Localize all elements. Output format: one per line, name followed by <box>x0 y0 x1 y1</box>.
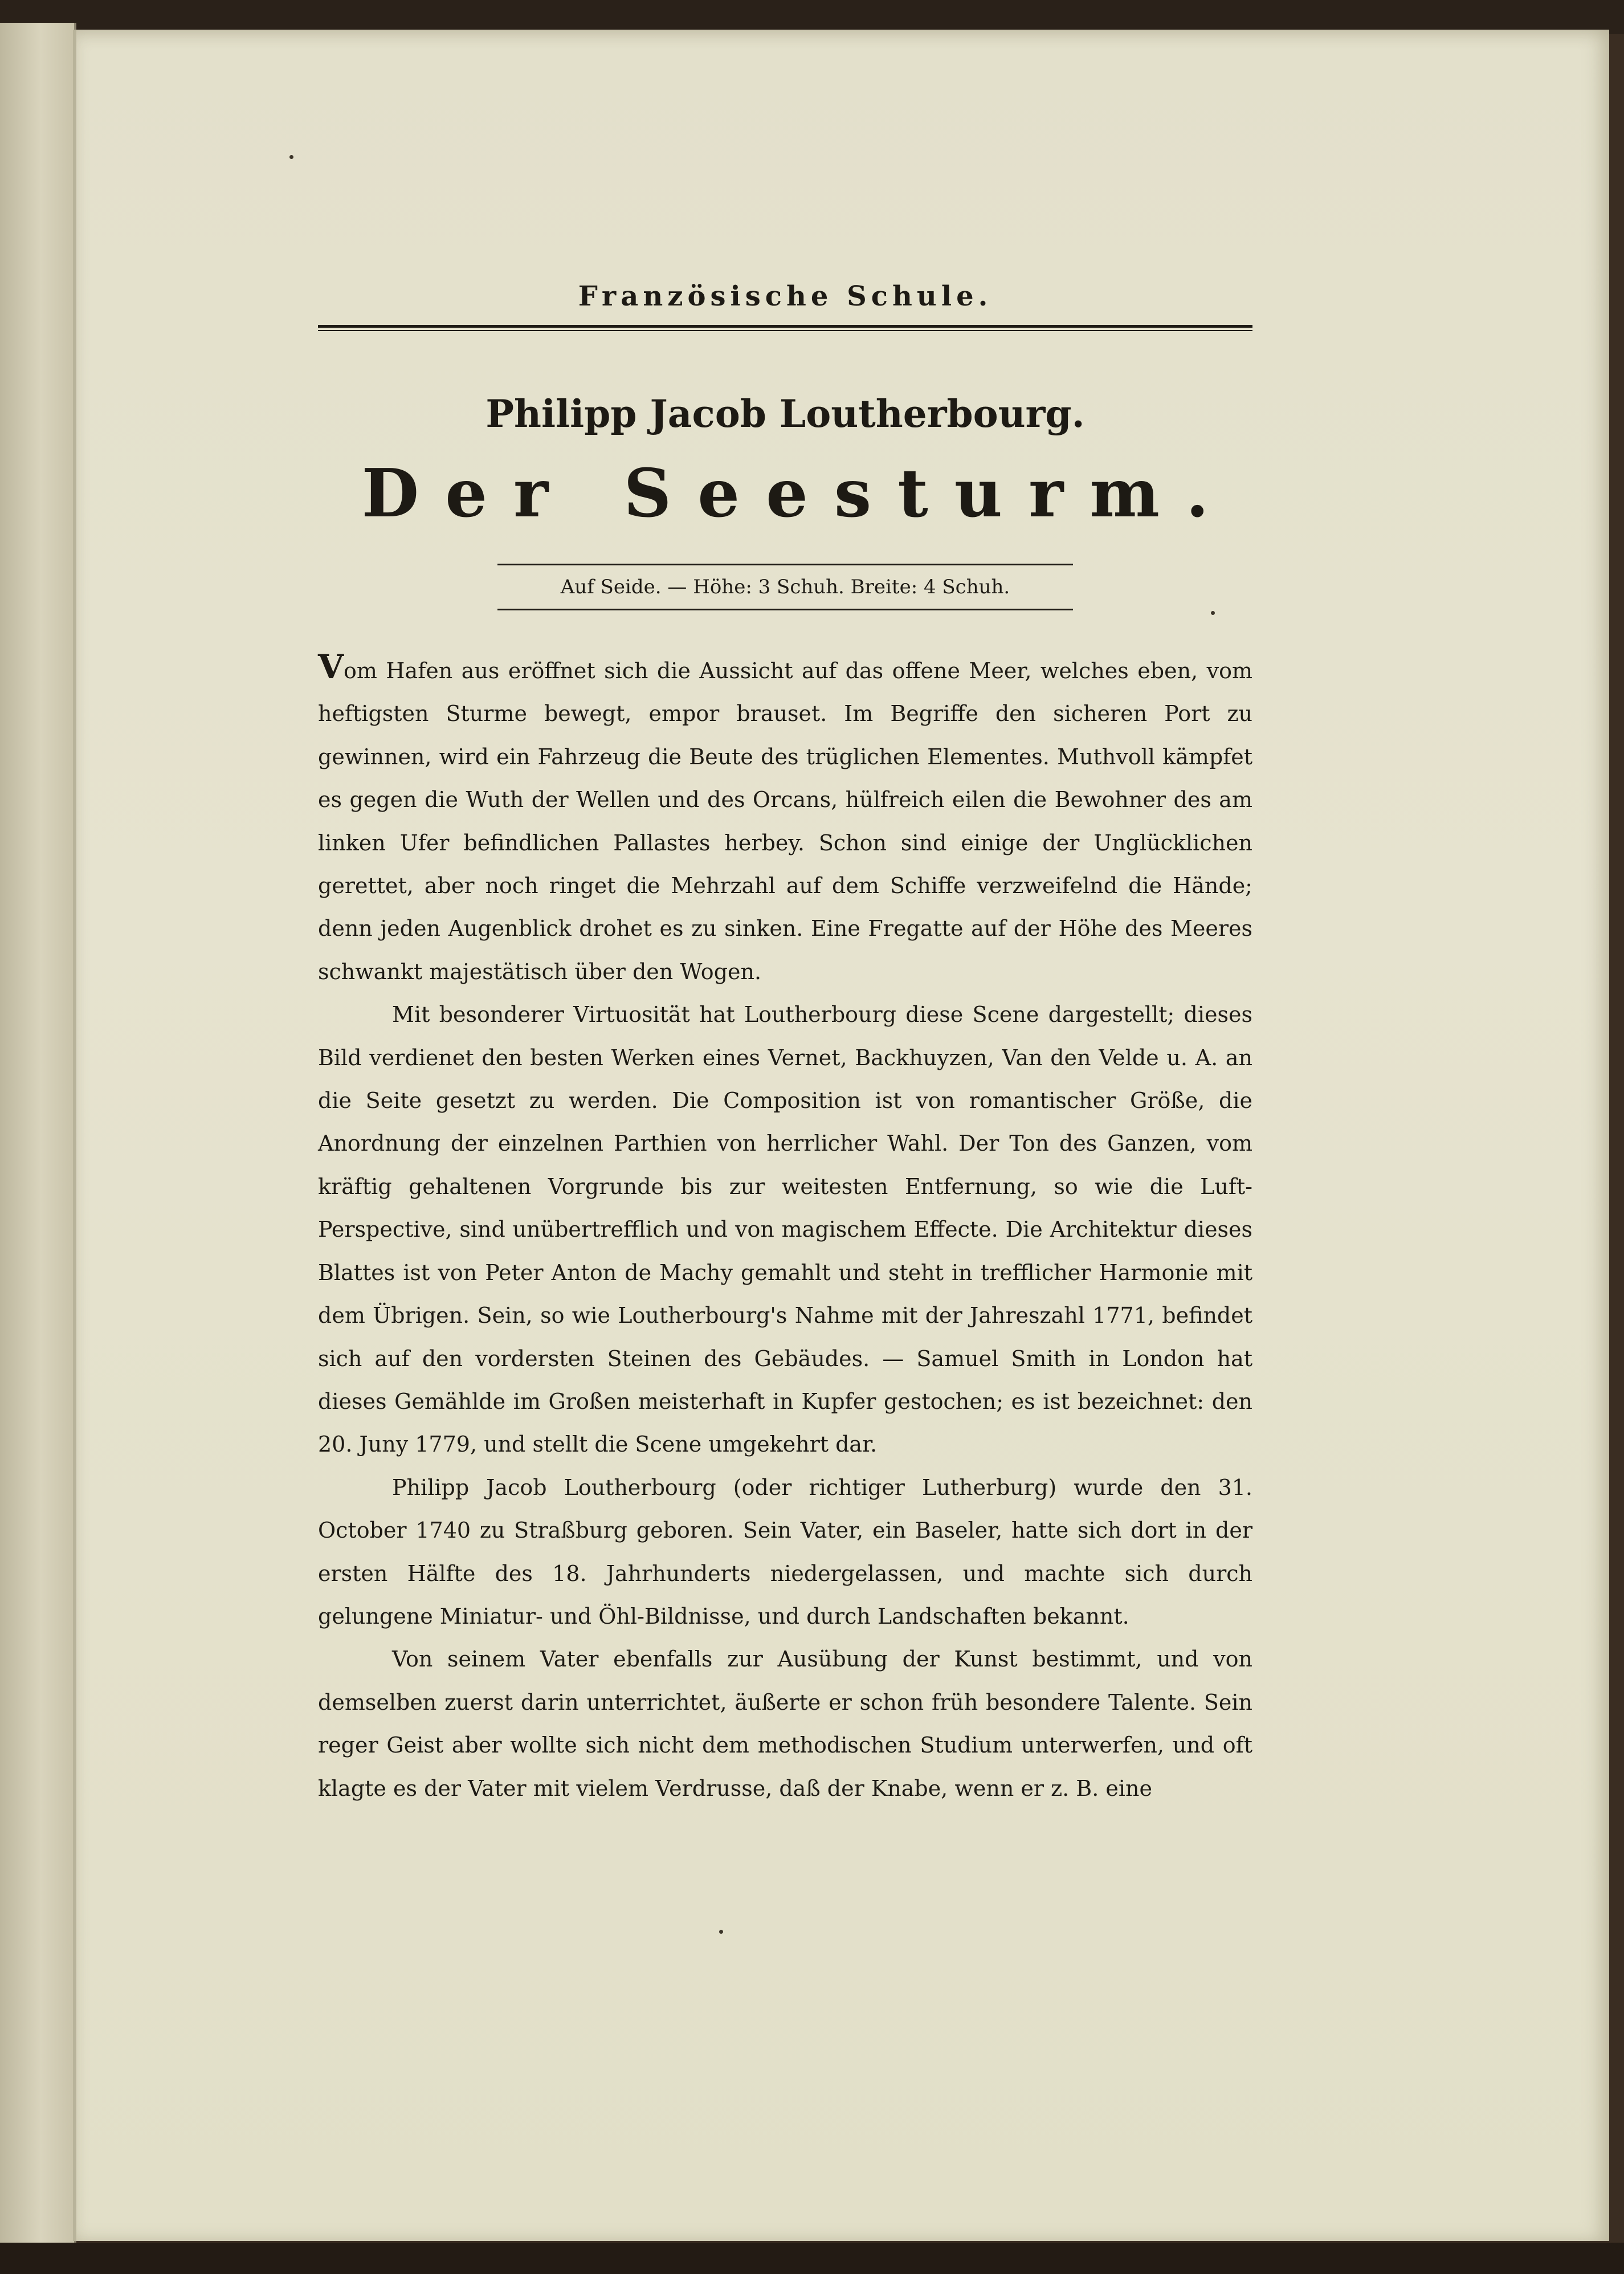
technical-info: Auf Seide. — Höhe: 3 Schuh. Breite: 4 Schuh. <box>497 564 1073 610</box>
double-rule <box>318 325 1252 331</box>
page-content <box>318 274 1252 1810</box>
work-title: Der Seesturm. <box>361 455 1235 532</box>
section-heading: Französische Schule. <box>578 280 993 312</box>
body-text <box>318 646 1252 1810</box>
facing-page-edge <box>0 23 76 2251</box>
paper-speck <box>1211 611 1215 615</box>
scan-bottom-edge <box>0 2243 1624 2274</box>
author-name: Philipp Jacob Loutherbourg. <box>485 392 1085 436</box>
paragraph-1 <box>318 646 1252 993</box>
paragraph-2: Mit besonderer Virtuosität hat Loutherbourg diese Scene dargestellt; dieses Bild verdienet den besten Werken eines Vernet, Backhuyzen, Van den Velde u. A. an die Seite gesetzt zu werden. Die Composition ist von romantischer Größe, die Anordnung der einzelnen Parthien von herrlicher Wahl. Der Ton des Ganzen, vom kräftig gehaltenen Vorgrunde bis zur weitesten Entfernung, so wie die Luft-Perspective, sind unübertrefflich und von magischem Effecte. Die Architektur dieses Blattes ist von Peter Anton de Machy gemahlt und steht in trefflicher Harmonie mit dem Übrigen. Sein, so wie Loutherbourg's Nahme mit der Jahreszahl 1771, befindet sich auf den vordersten Steinen des Gebäudes. — Samuel Smith in London hat dieses Gemählde im Großen meisterhaft in Kupfer gestochen; es ist bezeichnet: den 20. Juny 1779, und stellt die Scene umgekehrt dar. <box>318 1002 1252 1457</box>
paragraph-1-text: om Hafen aus eröffnet sich die Aussicht auf das offene Meer, welches eben, vom heftigsten Sturme bewegt, empor brauset. Im Begriffe den sicheren Port zu gewinnen, wird ein Fahrzeug die Beute des trüglichen Elementes. Muthvoll kämpfet es gegen die Wuth der Wellen und des Orcans, hülfreich eilen die Bewohner des am linken Ufer befindlichen Pallastes herbey. Schon sind einige der Unglücklichen gerettet, aber noch ringet die Mehrzahl auf dem Schiffe verzweifelnd die Hände; denn jeden Augenblick drohet es zu sinken. Eine Fregatte auf der Höhe des Meeres schwankt majestätisch über den Wogen. <box>318 658 1252 984</box>
scan-top-edge <box>0 0 1624 34</box>
paragraph-3: Philipp Jacob Loutherbourg (oder richtiger Lutherburg) wurde den 31. October 1740 zu Straßburg geboren. Sein Vater, ein Baseler, hatte sich dort in der ersten Hälfte des 18. Jahrhunderts niedergelassen, und machte sich durch gelungene Miniatur- und Öhl-Bildnisse, und durch Landschaften bekannt. <box>318 1474 1252 1629</box>
paper-speck <box>289 155 293 159</box>
paper-speck <box>719 1930 723 1934</box>
paragraph-4: Von seinem Vater ebenfalls zur Ausübung der Kunst bestimmt, und von demselben zuerst darin unterrichtet, äußerte er schon früh besondere Talente. Sein reger Geist aber wollte sich nicht dem methodischen Studium unterwerfen, und oft klagte es der Vater mit vielem Verdrusse, daß der Knabe, wenn er z. B. eine <box>318 1647 1252 1801</box>
initial-letter: V <box>318 647 344 686</box>
